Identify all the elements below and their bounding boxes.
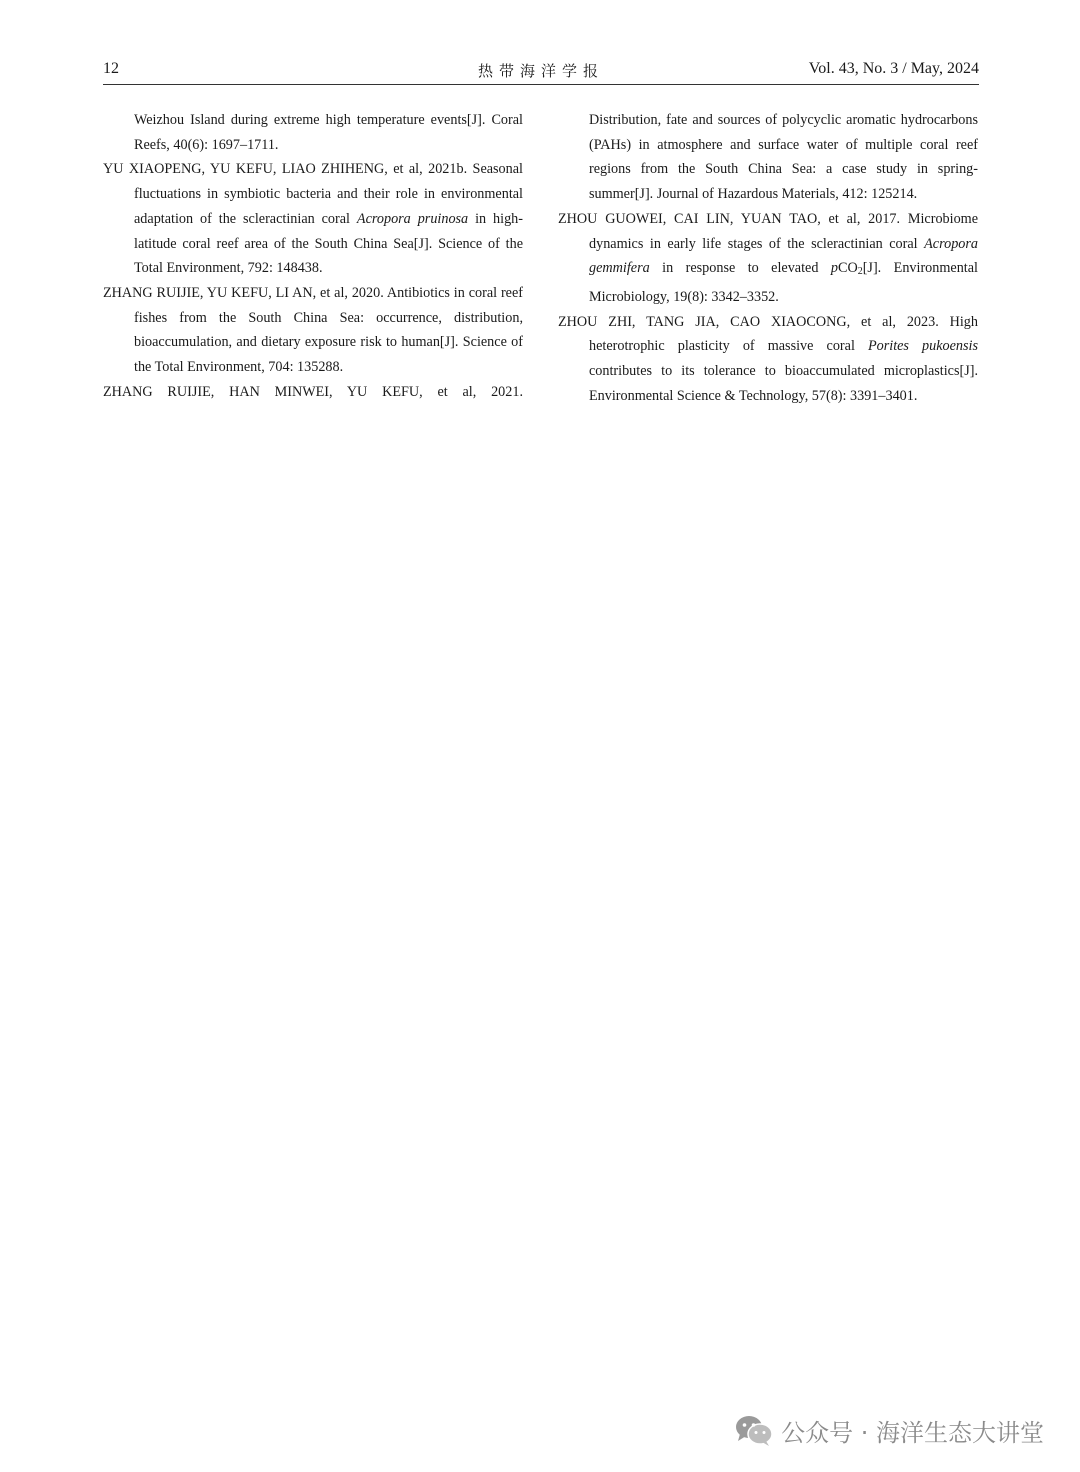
reference-text: in high-latitude coral reef area of the South China Sea[J]. Science of the Total Environment, 792: 148438. (134, 210, 523, 277)
reference-entry (103, 380, 523, 405)
species-name: Porites pukoensis (867, 338, 978, 355)
left-column (103, 108, 523, 404)
reference-text: [J]. Environmental Microbiology, 19(8): 3342–3352. (589, 260, 978, 305)
species-name: Acropora gemmifera (589, 235, 978, 277)
wechat-icon (735, 1415, 773, 1447)
right-column (558, 108, 978, 408)
reference-entry (103, 108, 523, 157)
pco2-italic-p: p (830, 260, 838, 277)
subscript: 2 (857, 266, 863, 278)
page-number: 12 (103, 60, 119, 77)
species-name: Acropora pruinosa (356, 210, 469, 227)
reference-text: contributes to its tolerance to bioaccumulated microplastics[J]. Environmental Science & Technology, 57(8): 3391–3401. (589, 363, 978, 404)
reference-text: ZHOU GUOWEI, CAI LIN, YUAN TAO, et al, 2017. Microbiome dynamics in early life stages of the scleractinian coral (558, 210, 978, 252)
reference-entry (103, 157, 523, 281)
reference-text: YU XIAOPENG, YU KEFU, LIAO ZHIHENG, et al, 2021b. Seasonal fluctuations in symbiotic bacteria and their role in environmental adaptation of the scleractinian coral (103, 161, 523, 227)
reference-entry (558, 207, 978, 310)
reference-text: ZHANG RUIJIE, YU KEFU, LI AN, et al, 2020. Antibiotics in coral reef fishes from the South China Sea: occurrence, distribution, bioaccumulation, and dietary exposure risk to human[J]. Science of the Total Environment, 704: 135288. (103, 284, 523, 376)
reference-text: in response to elevated (649, 260, 831, 277)
watermark (735, 1413, 1044, 1448)
reference-entry (558, 310, 978, 409)
issue-info: Vol. 43, No. 3 / May, 2024 (808, 60, 979, 77)
reference-text: ZHANG RUIJIE, HAN MINWEI, YU KEFU, et al, 2021. (103, 383, 523, 400)
reference-text: CO (837, 260, 858, 277)
reference-text: Distribution, fate and sources of polycyclic aromatic hydrocarbons (PAHs) in atmosphere and surface water of multiple coral reef regions from the South China Sea: a case study in spring-summer[J]. Journal of Hazardous Materials, 412: 125214. (589, 112, 978, 203)
reference-text: ZHOU ZHI, TANG JIA, CAO XIAOCONG, et al, 2023. High heterotrophic plasticity of massive coral (558, 313, 978, 355)
reference-entry (103, 281, 523, 380)
watermark-text: 公众号 · 海洋生态大讲堂 (781, 1419, 1044, 1447)
journal-title: 热带海洋学报 (477, 62, 604, 80)
reference-entry (558, 108, 978, 207)
page-header (103, 58, 979, 85)
reference-text: Weizhou Island during extreme high temperature events[J]. Coral Reefs, 40(6): 1697–1711. (134, 112, 523, 153)
